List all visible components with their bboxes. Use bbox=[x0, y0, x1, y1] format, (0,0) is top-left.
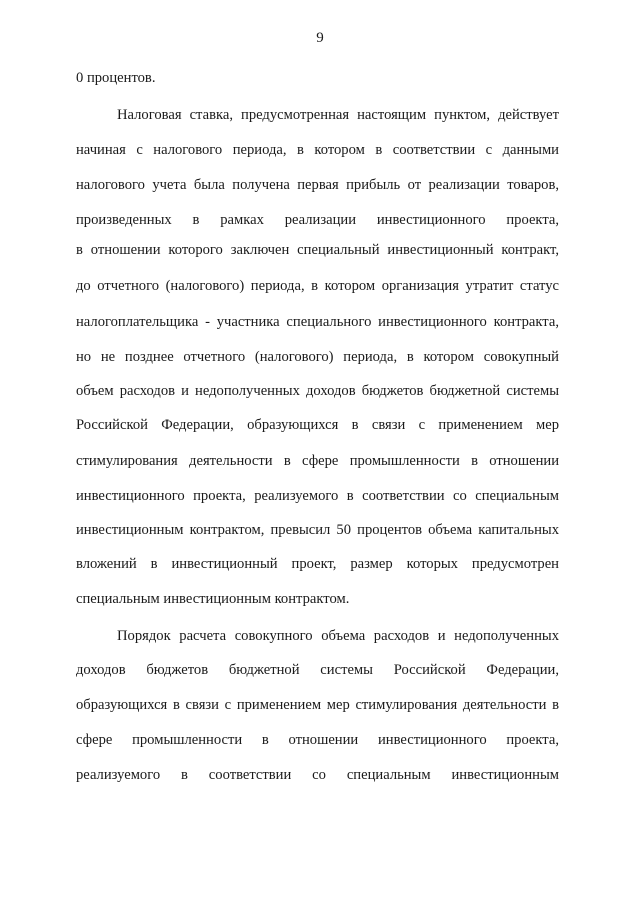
text-line: в отношении которого заключен специальный инвестиционный контракт, bbox=[76, 242, 559, 258]
text-line: сфере промышленности в отношении инвестиционного проекта, bbox=[76, 732, 559, 748]
text-line: доходов бюджетов бюджетной системы Российской Федерации, bbox=[76, 662, 559, 678]
text-line: объем расходов и недополученных доходов бюджетов бюджетной системы bbox=[76, 383, 559, 399]
text-line: вложений в инвестиционный проект, размер которых предусмотрен bbox=[76, 556, 559, 572]
text-line: налогового учета была получена первая прибыль от реализации товаров, bbox=[76, 177, 559, 193]
text-line: Порядок расчета совокупного объема расходов и недополученных bbox=[117, 628, 559, 644]
text-line: произведенных в рамках реализации инвестиционного проекта, bbox=[76, 212, 559, 228]
text-line: реализуемого в соответствии со специальным инвестиционным bbox=[76, 767, 559, 783]
page-number: 9 bbox=[316, 30, 324, 46]
text-line: инвестиционным контрактом, превысил 50 процентов объема капитальных bbox=[76, 522, 559, 538]
text-line: стимулирования деятельности в сфере промышленности в отношении bbox=[76, 453, 559, 469]
text-line: начиная с налогового периода, в котором в соответствии с данными bbox=[76, 142, 559, 158]
text-line: Налоговая ставка, предусмотренная настоящим пунктом, действует bbox=[117, 107, 559, 123]
text-line: специальным инвестиционным контрактом. bbox=[76, 591, 350, 607]
text-line: 0 процентов. bbox=[76, 70, 156, 86]
text-line: налогоплательщика - участника специального инвестиционного контракта, bbox=[76, 314, 559, 330]
text-line: образующихся в связи с применением мер стимулирования деятельности в bbox=[76, 697, 559, 713]
text-line: но не позднее отчетного (налогового) периода, в котором совокупный bbox=[76, 349, 559, 365]
text-line: Российской Федерации, образующихся в связи с применением мер bbox=[76, 417, 559, 433]
text-line: до отчетного (налогового) периода, в котором организация утратит статус bbox=[76, 278, 559, 294]
text-line: инвестиционного проекта, реализуемого в соответствии со специальным bbox=[76, 488, 559, 504]
